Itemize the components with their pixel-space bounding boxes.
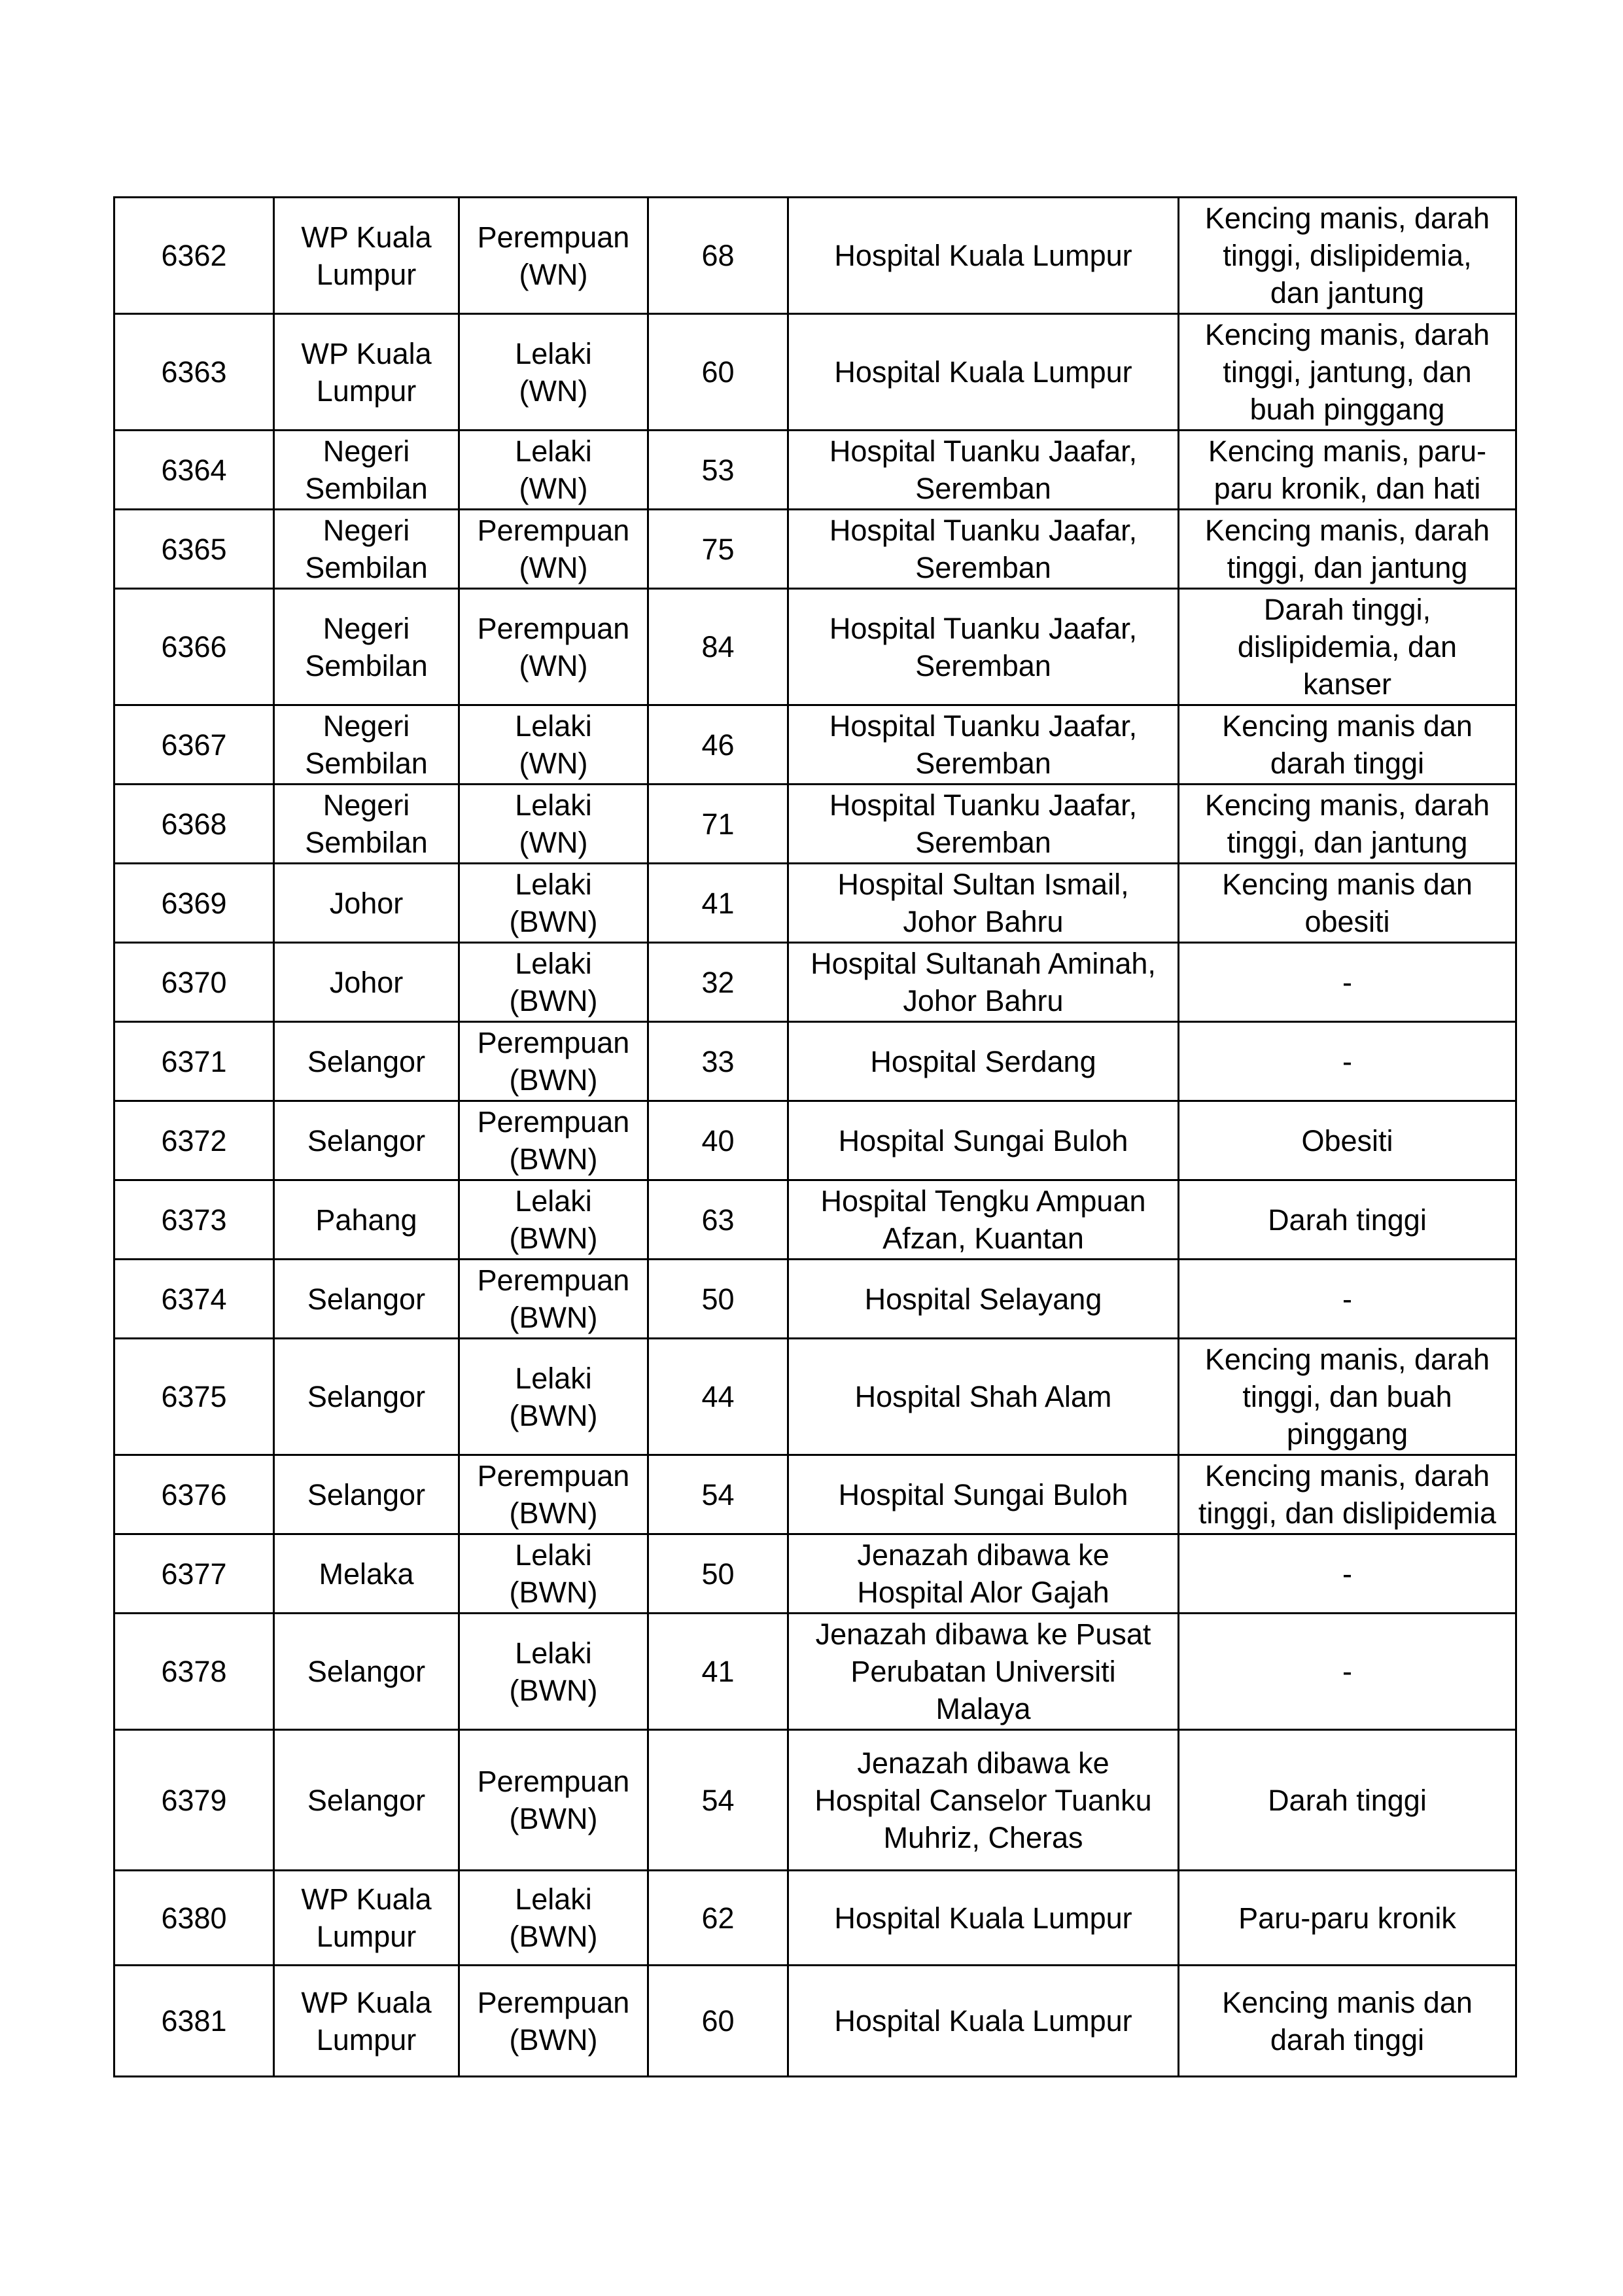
age-cell: 46 (648, 705, 788, 785)
state-cell: Negeri Sembilan (274, 589, 459, 705)
place-cell: Jenazah dibawa ke Hospital Alor Gajah (788, 1534, 1179, 1614)
conditions-cell: Darah tinggi, dislipidemia, dan kanser (1179, 589, 1516, 705)
table-row (114, 198, 1516, 314)
table-row (114, 1966, 1516, 2077)
conditions-cell: - (1179, 1022, 1516, 1101)
place-cell: Hospital Tuanku Jaafar, Seremban (788, 589, 1179, 705)
table-row (114, 864, 1516, 943)
age-cell: 50 (648, 1260, 788, 1339)
state-cell: Pahang (274, 1180, 459, 1260)
case-number-cell: 6364 (114, 431, 274, 510)
state-cell: WP Kuala Lumpur (274, 1966, 459, 2077)
table-row (114, 314, 1516, 431)
state-cell: Johor (274, 943, 459, 1022)
case-number-cell: 6380 (114, 1871, 274, 1966)
gender-cell: Lelaki (BWN) (459, 1180, 648, 1260)
conditions-cell: Kencing manis dan darah tinggi (1179, 705, 1516, 785)
table-row (114, 1022, 1516, 1101)
case-number-cell: 6366 (114, 589, 274, 705)
conditions-cell: Kencing manis, darah tinggi, dan jantung (1179, 785, 1516, 864)
state-cell: Negeri Sembilan (274, 431, 459, 510)
table-row (114, 943, 1516, 1022)
age-cell: 40 (648, 1101, 788, 1180)
case-number-cell: 6372 (114, 1101, 274, 1180)
age-cell: 54 (648, 1730, 788, 1871)
table-row (114, 1614, 1516, 1730)
conditions-cell: Obesiti (1179, 1101, 1516, 1180)
age-cell: 50 (648, 1534, 788, 1614)
gender-cell: Lelaki (WN) (459, 314, 648, 431)
age-cell: 41 (648, 864, 788, 943)
state-cell: Negeri Sembilan (274, 785, 459, 864)
table-row (114, 1871, 1516, 1966)
gender-cell: Perempuan (BWN) (459, 1022, 648, 1101)
gender-cell: Lelaki (WN) (459, 705, 648, 785)
place-cell: Jenazah dibawa ke Pusat Perubatan Universiti Malaya (788, 1614, 1179, 1730)
place-cell: Hospital Sungai Buloh (788, 1455, 1179, 1534)
table-row (114, 705, 1516, 785)
gender-cell: Perempuan (BWN) (459, 1455, 648, 1534)
conditions-cell: Kencing manis, darah tinggi, dan jantung (1179, 510, 1516, 589)
age-cell: 75 (648, 510, 788, 589)
age-cell: 71 (648, 785, 788, 864)
gender-cell: Perempuan (BWN) (459, 1260, 648, 1339)
table-row (114, 1339, 1516, 1455)
gender-cell: Perempuan (WN) (459, 589, 648, 705)
gender-cell: Lelaki (BWN) (459, 1871, 648, 1966)
gender-cell: Lelaki (BWN) (459, 1339, 648, 1455)
conditions-cell: Kencing manis, paru- paru kronik, dan hati (1179, 431, 1516, 510)
case-number-cell: 6369 (114, 864, 274, 943)
table-row (114, 1730, 1516, 1871)
conditions-cell: Kencing manis dan obesiti (1179, 864, 1516, 943)
place-cell: Jenazah dibawa ke Hospital Canselor Tuanku Muhriz, Cheras (788, 1730, 1179, 1871)
place-cell: Hospital Kuala Lumpur (788, 198, 1179, 314)
age-cell: 62 (648, 1871, 788, 1966)
conditions-cell: Paru-paru kronik (1179, 1871, 1516, 1966)
age-cell: 68 (648, 198, 788, 314)
state-cell: WP Kuala Lumpur (274, 1871, 459, 1966)
age-cell: 53 (648, 431, 788, 510)
case-number-cell: 6373 (114, 1180, 274, 1260)
table-row (114, 589, 1516, 705)
table-row (114, 510, 1516, 589)
state-cell: Negeri Sembilan (274, 510, 459, 589)
gender-cell: Lelaki (WN) (459, 431, 648, 510)
gender-cell: Lelaki (BWN) (459, 1534, 648, 1614)
age-cell: 54 (648, 1455, 788, 1534)
table-row (114, 1180, 1516, 1260)
place-cell: Hospital Serdang (788, 1022, 1179, 1101)
place-cell: Hospital Tuanku Jaafar, Seremban (788, 705, 1179, 785)
place-cell: Hospital Tengku Ampuan Afzan, Kuantan (788, 1180, 1179, 1260)
state-cell: Selangor (274, 1260, 459, 1339)
conditions-cell: Kencing manis, darah tinggi, dan dislipidemia (1179, 1455, 1516, 1534)
place-cell: Hospital Tuanku Jaafar, Seremban (788, 431, 1179, 510)
state-cell: Negeri Sembilan (274, 705, 459, 785)
case-number-cell: 6371 (114, 1022, 274, 1101)
state-cell: Selangor (274, 1455, 459, 1534)
covid-deaths-table (113, 196, 1517, 2077)
gender-cell: Lelaki (WN) (459, 785, 648, 864)
gender-cell: Lelaki (BWN) (459, 943, 648, 1022)
case-number-cell: 6375 (114, 1339, 274, 1455)
conditions-cell: - (1179, 1614, 1516, 1730)
case-number-cell: 6377 (114, 1534, 274, 1614)
state-cell: Selangor (274, 1339, 459, 1455)
state-cell: Selangor (274, 1614, 459, 1730)
conditions-cell: - (1179, 1534, 1516, 1614)
gender-cell: Lelaki (BWN) (459, 864, 648, 943)
conditions-cell: Darah tinggi (1179, 1730, 1516, 1871)
table-row (114, 1260, 1516, 1339)
gender-cell: Lelaki (BWN) (459, 1614, 648, 1730)
case-number-cell: 6381 (114, 1966, 274, 2077)
table-body (114, 198, 1516, 2077)
state-cell: Selangor (274, 1022, 459, 1101)
gender-cell: Perempuan (WN) (459, 510, 648, 589)
age-cell: 44 (648, 1339, 788, 1455)
case-number-cell: 6378 (114, 1614, 274, 1730)
place-cell: Hospital Kuala Lumpur (788, 314, 1179, 431)
state-cell: WP Kuala Lumpur (274, 198, 459, 314)
state-cell: Selangor (274, 1730, 459, 1871)
case-number-cell: 6374 (114, 1260, 274, 1339)
place-cell: Hospital Sungai Buloh (788, 1101, 1179, 1180)
age-cell: 33 (648, 1022, 788, 1101)
table-row (114, 1455, 1516, 1534)
case-number-cell: 6363 (114, 314, 274, 431)
table-row (114, 1101, 1516, 1180)
table-row (114, 785, 1516, 864)
conditions-cell: Kencing manis, darah tinggi, jantung, dan buah pinggang (1179, 314, 1516, 431)
gender-cell: Perempuan (BWN) (459, 1730, 648, 1871)
table-row (114, 431, 1516, 510)
place-cell: Hospital Selayang (788, 1260, 1179, 1339)
state-cell: WP Kuala Lumpur (274, 314, 459, 431)
gender-cell: Perempuan (BWN) (459, 1966, 648, 2077)
gender-cell: Perempuan (WN) (459, 198, 648, 314)
age-cell: 63 (648, 1180, 788, 1260)
place-cell: Hospital Sultanah Aminah, Johor Bahru (788, 943, 1179, 1022)
conditions-cell: - (1179, 1260, 1516, 1339)
place-cell: Hospital Kuala Lumpur (788, 1966, 1179, 2077)
conditions-cell: - (1179, 943, 1516, 1022)
age-cell: 41 (648, 1614, 788, 1730)
age-cell: 60 (648, 1966, 788, 2077)
case-number-cell: 6368 (114, 785, 274, 864)
conditions-cell: Kencing manis, darah tinggi, dislipidemia, dan jantung (1179, 198, 1516, 314)
place-cell: Hospital Sultan Ismail, Johor Bahru (788, 864, 1179, 943)
place-cell: Hospital Tuanku Jaafar, Seremban (788, 510, 1179, 589)
conditions-cell: Kencing manis dan darah tinggi (1179, 1966, 1516, 2077)
state-cell: Selangor (274, 1101, 459, 1180)
age-cell: 32 (648, 943, 788, 1022)
age-cell: 60 (648, 314, 788, 431)
conditions-cell: Darah tinggi (1179, 1180, 1516, 1260)
conditions-cell: Kencing manis, darah tinggi, dan buah pinggang (1179, 1339, 1516, 1455)
gender-cell: Perempuan (BWN) (459, 1101, 648, 1180)
case-number-cell: 6365 (114, 510, 274, 589)
case-number-cell: 6370 (114, 943, 274, 1022)
place-cell: Hospital Shah Alam (788, 1339, 1179, 1455)
case-number-cell: 6362 (114, 198, 274, 314)
place-cell: Hospital Kuala Lumpur (788, 1871, 1179, 1966)
case-number-cell: 6379 (114, 1730, 274, 1871)
state-cell: Melaka (274, 1534, 459, 1614)
case-number-cell: 6376 (114, 1455, 274, 1534)
case-number-cell: 6367 (114, 705, 274, 785)
state-cell: Johor (274, 864, 459, 943)
table-row (114, 1534, 1516, 1614)
age-cell: 84 (648, 589, 788, 705)
place-cell: Hospital Tuanku Jaafar, Seremban (788, 785, 1179, 864)
